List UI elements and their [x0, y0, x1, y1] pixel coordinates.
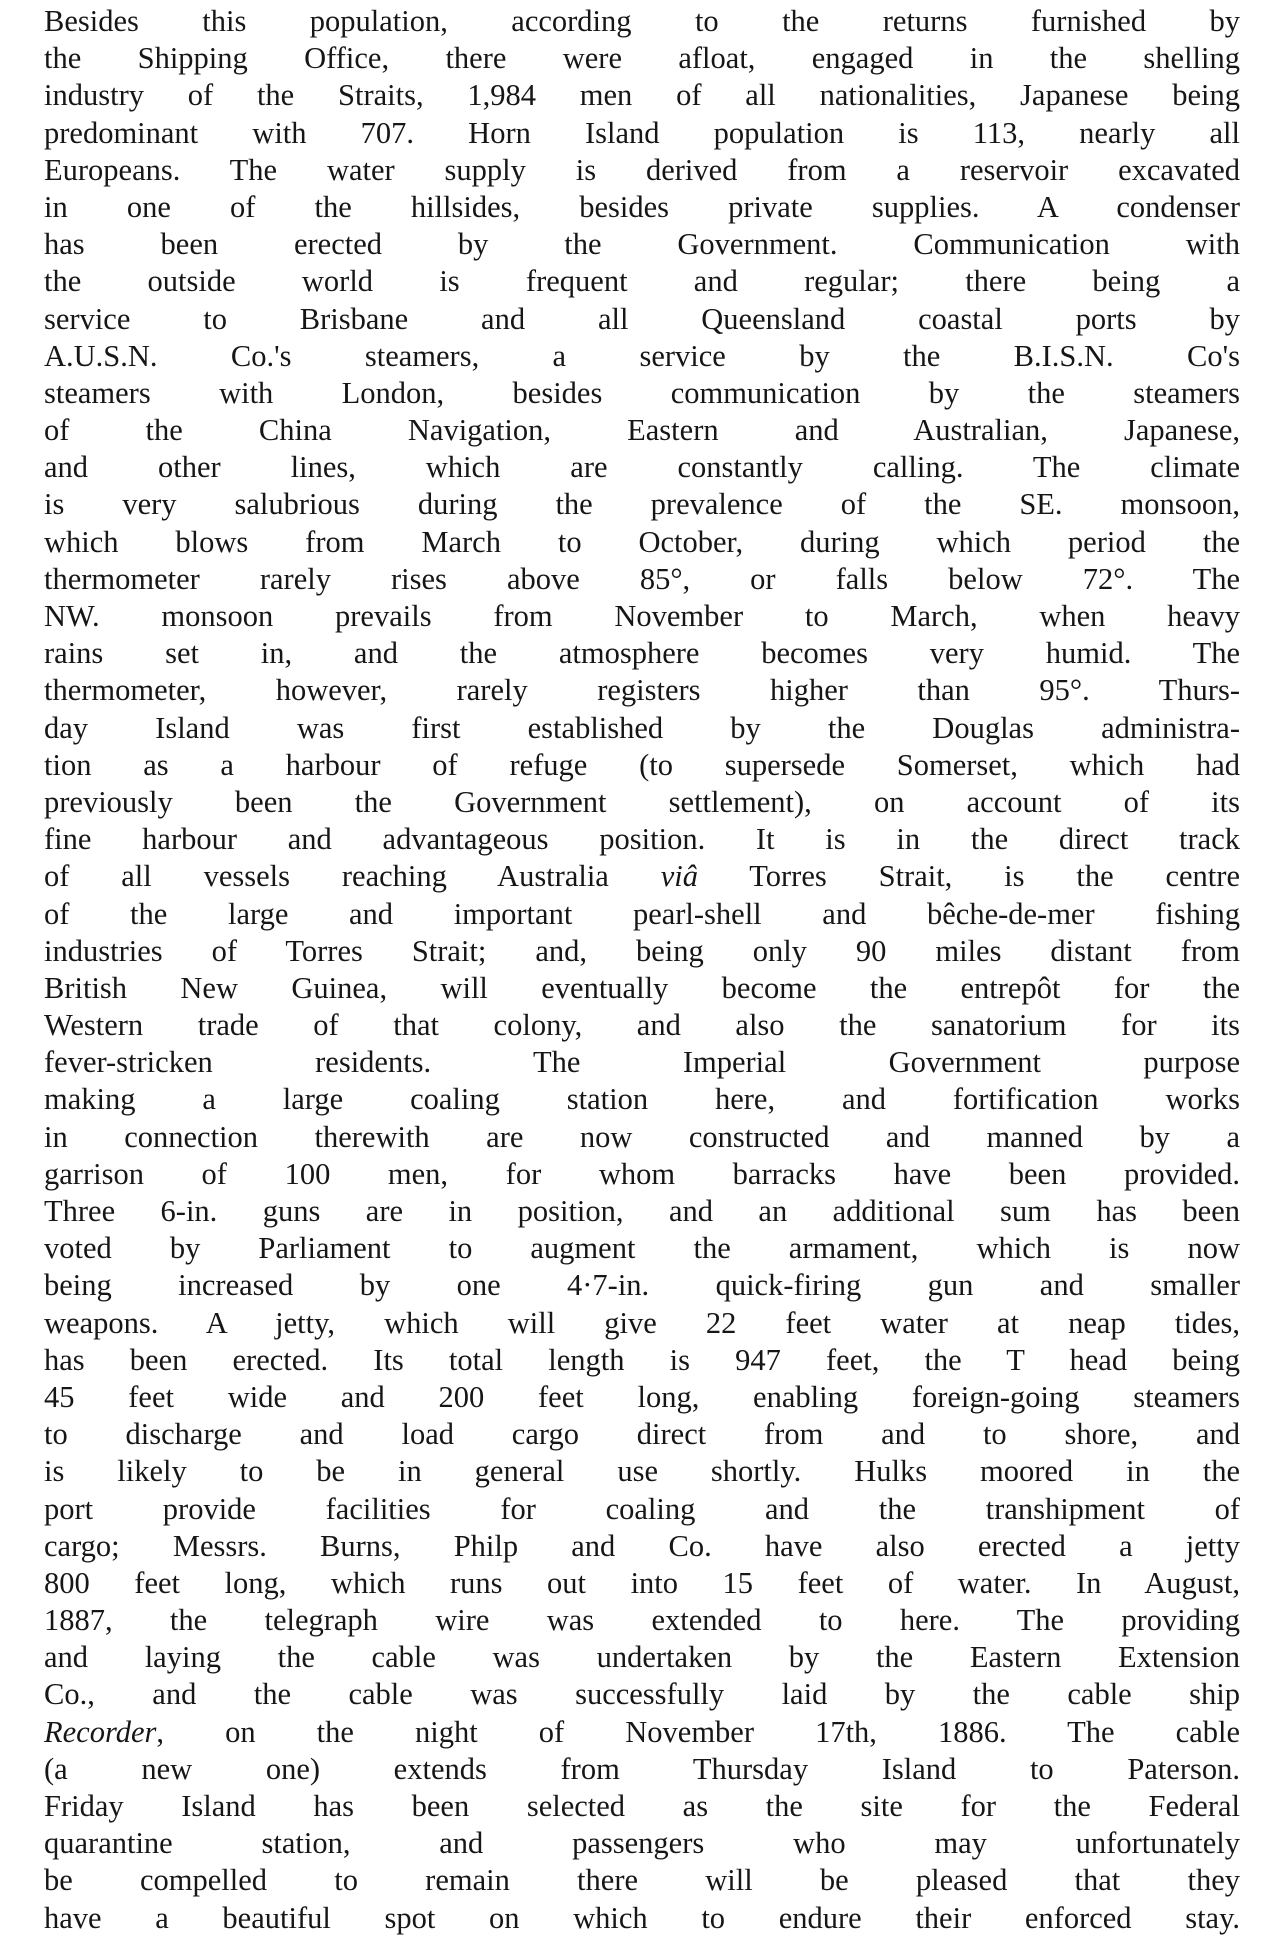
- text-line: and other lines, which are constantly calling. The climate: [44, 450, 1240, 485]
- text-line: tion as a harbour of refuge (to supersede Somerset, which had: [44, 747, 1240, 782]
- text-line: day Island was first established by the Douglas administra-: [44, 710, 1240, 745]
- text-line: garrison of 100 men, for whom barracks have been provided.: [44, 1156, 1240, 1191]
- text-line: rains set in, and the atmosphere becomes very humid. The: [44, 636, 1240, 671]
- text-line: port provide facilities for coaling and the transhipment of: [44, 1491, 1240, 1526]
- text-line: previously been the Government settlement), on account of its: [44, 784, 1240, 819]
- italic-word: Recorder: [44, 1714, 157, 1749]
- text-line: of the large and important pearl-shell and bêche-de-mer fishing: [44, 896, 1240, 931]
- text-line: Recorder, on the night of November 17th, 1886. The cable: [44, 1714, 1240, 1749]
- text-line: industry of the Straits, 1,984 men of all nationalities, Japanese being: [44, 78, 1240, 113]
- text-line: weapons. A jetty, which will give 22 feet water at neap tides,: [44, 1305, 1240, 1340]
- text-line: the outside world is frequent and regular; there being a: [44, 264, 1240, 299]
- text-line: cargo; Messrs. Burns, Philp and Co. have also erected a jetty: [44, 1528, 1240, 1563]
- text-line: of all vessels reaching Australia viâ Torres Strait, is the centre: [44, 859, 1240, 894]
- text-line: fine harbour and advantageous position. It is in the direct track: [44, 822, 1240, 857]
- body-text: [44, 3, 1240, 1937]
- text-line: Co., and the cable was successfully laid by the cable ship: [44, 1677, 1240, 1712]
- text-line: thermometer rarely rises above 85°, or falls below 72°. The: [44, 561, 1240, 596]
- text-line: thermometer, however, rarely registers higher than 95°. Thurs-: [44, 673, 1240, 708]
- italic-word: viâ: [660, 859, 698, 894]
- text-line: predominant with 707. Horn Island population is 113, nearly all: [44, 115, 1240, 150]
- text-line: making a large coaling station here, and fortification works: [44, 1082, 1240, 1117]
- text-line: 1887, the telegraph wire was extended to here. The providing: [44, 1603, 1240, 1638]
- text-line: is likely to be in general use shortly. Hulks moored in the: [44, 1454, 1240, 1489]
- text-line: which blows from March to October, during which period the: [44, 524, 1240, 559]
- text-line: quarantine station, and passengers who may unfortunately: [44, 1826, 1240, 1861]
- text-line: being increased by one 4·7-in. quick-firing gun and smaller: [44, 1268, 1240, 1303]
- text-line: be compelled to remain there will be pleased that they: [44, 1863, 1240, 1898]
- text-line: has been erected by the Government. Communication with: [44, 227, 1240, 262]
- text-line: in connection therewith are now constructed and manned by a: [44, 1119, 1240, 1154]
- text-line: in one of the hillsides, besides private supplies. A condenser: [44, 189, 1240, 224]
- text-line: industries of Torres Strait; and, being only 90 miles distant from: [44, 933, 1240, 968]
- text-line: NW. monsoon prevails from November to March, when heavy: [44, 599, 1240, 633]
- text-line: (a new one) extends from Thursday Island to Paterson.: [44, 1751, 1240, 1786]
- text-line: is very salubrious during the prevalence of the SE. monsoon,: [44, 487, 1240, 522]
- text-line: Europeans. The water supply is derived from a reservoir excavated: [44, 152, 1240, 187]
- text-line: service to Brisbane and all Queensland coastal ports by: [44, 301, 1240, 336]
- text-line: and laying the cable was undertaken by the Eastern Extension: [44, 1640, 1240, 1675]
- text-line: British New Guinea, will eventually become the entrepôt for the: [44, 970, 1240, 1005]
- text-line: Besides this population, according to the returns furnished by: [44, 4, 1240, 38]
- text-line: of the China Navigation, Eastern and Australian, Japanese,: [44, 413, 1240, 448]
- text-line: Three 6-in. guns are in position, and an additional sum has been: [44, 1194, 1240, 1228]
- text-line: 800 feet long, which runs out into 15 feet of water. In August,: [44, 1565, 1240, 1600]
- text-line: the Shipping Office, there were afloat, engaged in the shelling: [44, 41, 1240, 76]
- text-line: 45 feet wide and 200 feet long, enabling foreign-going steamers: [44, 1379, 1240, 1414]
- text-line: has been erected. Its total length is 947 feet, the T head being: [44, 1342, 1240, 1377]
- text-line: steamers with London, besides communication by the steamers: [44, 375, 1240, 410]
- text-line: A.U.S.N. Co.'s steamers, a service by the B.I.S.N. Co's: [44, 338, 1240, 373]
- text-line: to discharge and load cargo direct from and to shore, and: [44, 1417, 1240, 1452]
- text-line: fever-stricken residents. The Imperial Government purpose: [44, 1045, 1240, 1080]
- text-line: have a beautiful spot on which to endure their enforced stay.: [44, 1900, 1240, 1935]
- text-line: Friday Island has been selected as the site for the Federal: [44, 1789, 1240, 1823]
- text-line: Western trade of that colony, and also the sanatorium for its: [44, 1008, 1240, 1043]
- text-line: voted by Parliament to augment the armament, which is now: [44, 1231, 1240, 1266]
